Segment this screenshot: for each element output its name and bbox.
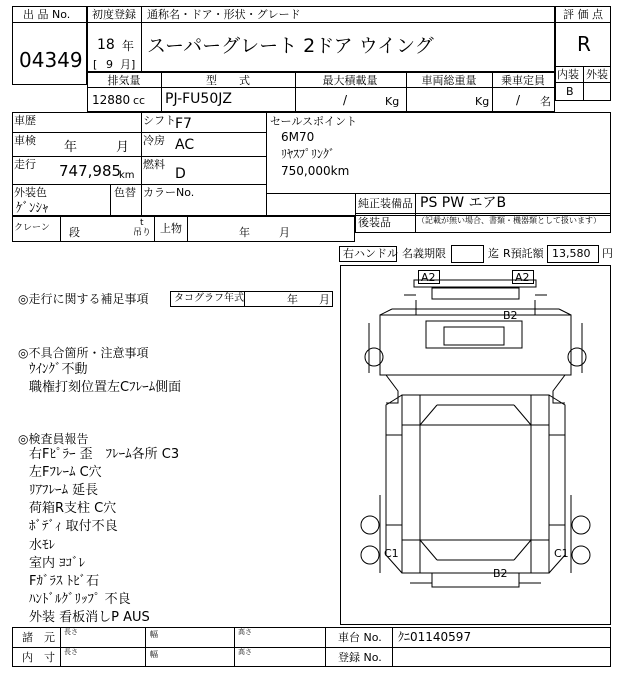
ac-label: 冷房 [143,134,165,147]
inner-dims-label: 内 寸 [22,651,55,664]
lift-month: 月 [279,226,290,239]
r-recorded-label: R預託額 [503,247,544,260]
crane-label: クレーン [14,223,50,233]
equipment-value: PS PW エアB [420,195,507,211]
model-name: スーパーグレート 2ドア ウイング [147,35,434,57]
aftermarket-label: 後装品 [358,216,391,229]
max-load-slash: / [343,93,348,107]
rating-score: R [577,32,591,56]
mark-c1-left: C1 [384,547,399,560]
tachograph-year: 年 [287,293,298,306]
color-code-label: カラーNo. [143,186,195,199]
inspector-item: 右Fﾋﾟﾗｰ 歪 ﾌﾚｰﾑ各所 C3 [29,447,180,462]
sales-point-1: 6M70 [281,130,315,144]
inspection-month: 月 [116,140,130,155]
inspector-item: ﾘｱﾌﾚｰﾑ 延長 [29,483,99,498]
rating-label: 評 価 点 [563,8,603,21]
fuel-label: 燃料 [143,158,165,171]
name-change-box [451,245,484,263]
equipment-label: 純正装備品 [358,197,413,210]
inner-height-label: 高さ [238,648,252,656]
mileage-value: 747,985 [59,162,122,180]
running-notes-title: ◎走行に関する補足事項 [18,292,149,306]
inspection-year: 年 [64,140,78,155]
registration-label: 登録 No. [338,651,382,664]
lift-label: 上物 [160,222,182,235]
mileage-unit: km [119,170,135,181]
defect-item: ｳｲﾝｸﾞ不動 [29,362,88,377]
mark-c1-right: C1 [554,547,569,560]
tachograph-label: タコグラフ年式 [174,293,244,304]
inspection-label: 車検 [14,134,36,147]
color-change-label: 色替 [114,186,136,199]
displacement-unit: cc [133,94,146,107]
registration-year-unit: 年 [122,39,135,53]
r-recorded-value: 13,580 [552,247,591,260]
inspector-item: 水ﾓﾚ [29,538,56,553]
mark-a2-left-label: A2 [421,271,436,284]
inner-width-label: 幅 [150,650,158,659]
ac-value: AC [175,137,195,153]
dims-label: 諸 元 [22,631,55,644]
mark-b2-bottom: B2 [493,567,508,580]
model-code-label: 型 式 [206,74,250,87]
max-load-unit: Kg [385,95,400,108]
crane-stage: 段 [69,226,80,239]
model-description-label: 通称名・ドア・形状・グレード [147,8,301,21]
displacement-value: 12880 [92,93,131,107]
inspector-item: ﾎﾞﾃﾞｨ 取付不良 [29,519,118,534]
lift-year: 年 [239,226,250,239]
gross-weight-label: 車両総重量 [421,74,477,87]
mark-a2-right-label: A2 [515,271,530,284]
registration-month: 9 [106,58,113,71]
registration-month-unit: 月] [120,58,136,71]
exterior-grade-label: 外装 [586,68,608,81]
sales-point-2: ﾘﾔｽﾌﾟﾘﾝｸﾞ [281,147,336,161]
chassis-label: 車台 No. [338,631,382,644]
crane-hang: 吊り [133,228,152,238]
registration-year: 18 [97,37,115,53]
mileage-label: 走行 [14,158,36,171]
dims-length-label: 長さ [64,628,78,636]
history-label: 車歴 [14,114,36,127]
inspector-item: 室内 ﾖｺﾞﾚ [29,556,86,571]
inspector-item: 荷箱R支柱 C穴 [29,501,117,516]
inspector-item: 外装 看板消しP AUS [29,610,150,625]
displacement-label: 排気量 [107,74,141,87]
inspector-item: 左Fﾌﾚｰﾑ C穴 [29,465,102,480]
registration-month-open: [ [93,58,98,71]
interior-grade-label: 内装 [557,68,579,81]
color-label: 外装色 [14,186,47,199]
lot-number: 04349 [19,48,83,72]
sales-points-label: セールスポイント [270,115,358,128]
crane-row [12,216,355,242]
sales-point-3: 750,000km [281,164,350,178]
shift-label: シフト [143,114,176,127]
dims-width-label: 幅 [150,630,158,639]
rhd-label: 右ハンドル [343,247,398,260]
inner-length-label: 長さ [64,648,78,656]
inspector-title: ◎検査員報告 [18,432,89,446]
shift-value: F7 [175,116,192,132]
capacity-slash: / [516,93,521,107]
fuel-value: D [175,166,186,182]
model-code: PJ-FU50JZ [165,91,232,107]
r-recorded-unit: 円 [602,247,613,260]
interior-grade: B [566,85,574,98]
capacity-unit: 名 [540,95,551,108]
lot-number-label: 出 品 No. [23,8,71,21]
mark-b2-top: B2 [503,309,518,322]
first-registration-label: 初度登録 [92,8,136,21]
repair-label: 迄 [488,247,499,260]
defects-title: ◎不具合箇所・注意事項 [18,346,149,360]
aftermarket-note: （記載が無い場合、書類・機器類として扱います） [417,216,601,225]
crane-t: t [140,218,144,228]
defect-item: 職権打刻位置左Cﾌﾚｰﾑ側面 [29,380,182,395]
capacity-label: 乗車定員 [501,74,545,87]
color-value: ｹﾞﾝｼｬ [16,201,49,216]
tachograph-month: 月 [319,293,330,306]
inspector-item: ﾊﾝﾄﾞﾙｸﾞﾘｯﾌﾟ 不良 [29,592,131,607]
name-change-label: 名義期限 [402,247,446,260]
gross-weight-unit: Kg [475,95,490,108]
max-load-label: 最大積載量 [322,74,378,87]
chassis-number: ｸﾆ01140597 [398,630,472,644]
truck-diagram [340,265,611,625]
inspector-item: Fｶﾞﾗｽ ﾄﾋﾞ石 [29,574,100,589]
dims-height-label: 高さ [238,628,252,636]
